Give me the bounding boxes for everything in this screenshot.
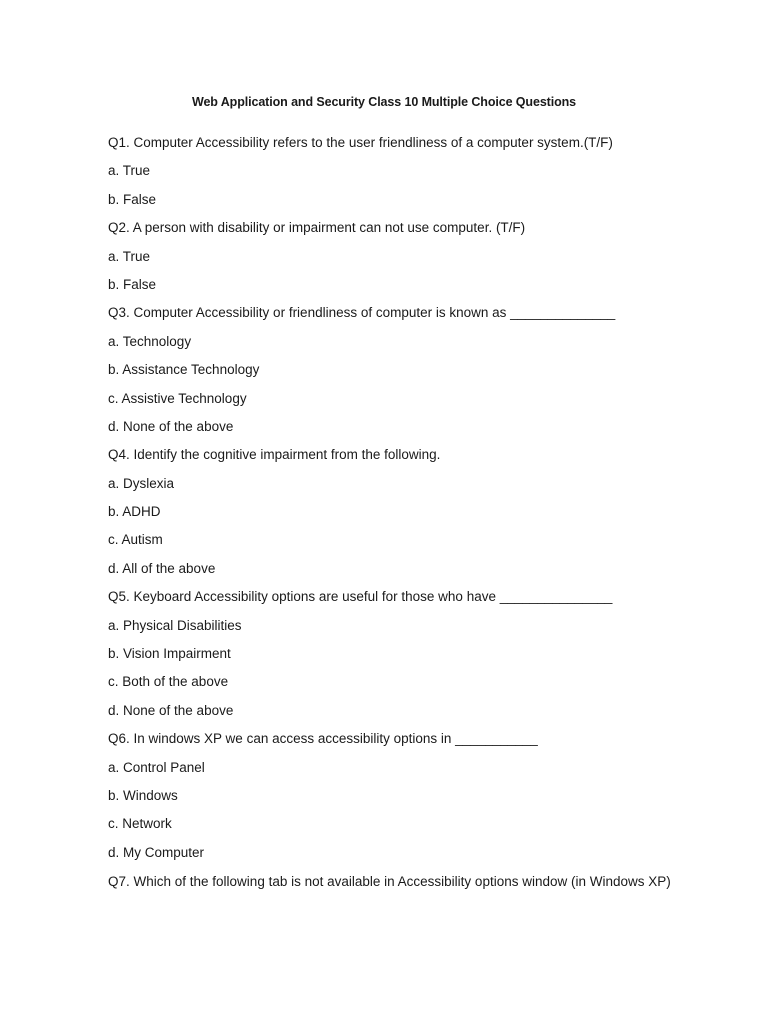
option-line: a. Control Panel bbox=[108, 759, 205, 775]
question-line: Q6. In windows XP we can access accessibility options in ___________ bbox=[108, 731, 538, 747]
option-line: b. Vision Impairment bbox=[108, 646, 231, 662]
option-line: c. Autism bbox=[108, 532, 163, 548]
option-line: b. Assistance Technology bbox=[108, 362, 260, 378]
option-line: a. True bbox=[108, 248, 151, 264]
option-line: b. Windows bbox=[108, 787, 178, 803]
option-line: b. ADHD bbox=[108, 504, 161, 520]
question-line: Q4. Identify the cognitive impairment from the following. bbox=[108, 447, 441, 463]
option-line: c. Assistive Technology bbox=[108, 390, 247, 406]
question-line: Q7. Which of the following tab is not available in Accessibility options window (in Windows XP) bbox=[108, 874, 671, 890]
question-line: Q5. Keyboard Accessibility options are useful for those who have _______________ bbox=[108, 589, 613, 605]
question-line: Q3. Computer Accessibility or friendliness of computer is known as ______________ bbox=[108, 305, 616, 321]
question-line: Q2. A person with disability or impairment can not use computer. (T/F) bbox=[108, 220, 526, 236]
option-line: b. False bbox=[108, 191, 157, 207]
option-line: c. Both of the above bbox=[108, 674, 229, 690]
question-list bbox=[108, 129, 678, 896]
option-line: a. Dyslexia bbox=[108, 475, 175, 491]
option-line: d. None of the above bbox=[108, 418, 234, 434]
option-line: d. My Computer bbox=[108, 844, 205, 860]
option-line: d. None of the above bbox=[108, 702, 234, 718]
option-line: a. Physical Disabilities bbox=[108, 617, 242, 633]
option-line: a. Technology bbox=[108, 333, 192, 349]
option-line: a. True bbox=[108, 163, 151, 179]
page-title: Web Application and Security Class 10 Multiple Choice Questions bbox=[191, 95, 577, 109]
option-line: c. Network bbox=[108, 816, 172, 832]
option-line: d. All of the above bbox=[108, 560, 216, 576]
option-line: b. False bbox=[108, 276, 157, 292]
question-line: Q1. Computer Accessibility refers to the user friendliness of a computer system.(T/F) bbox=[108, 135, 613, 150]
